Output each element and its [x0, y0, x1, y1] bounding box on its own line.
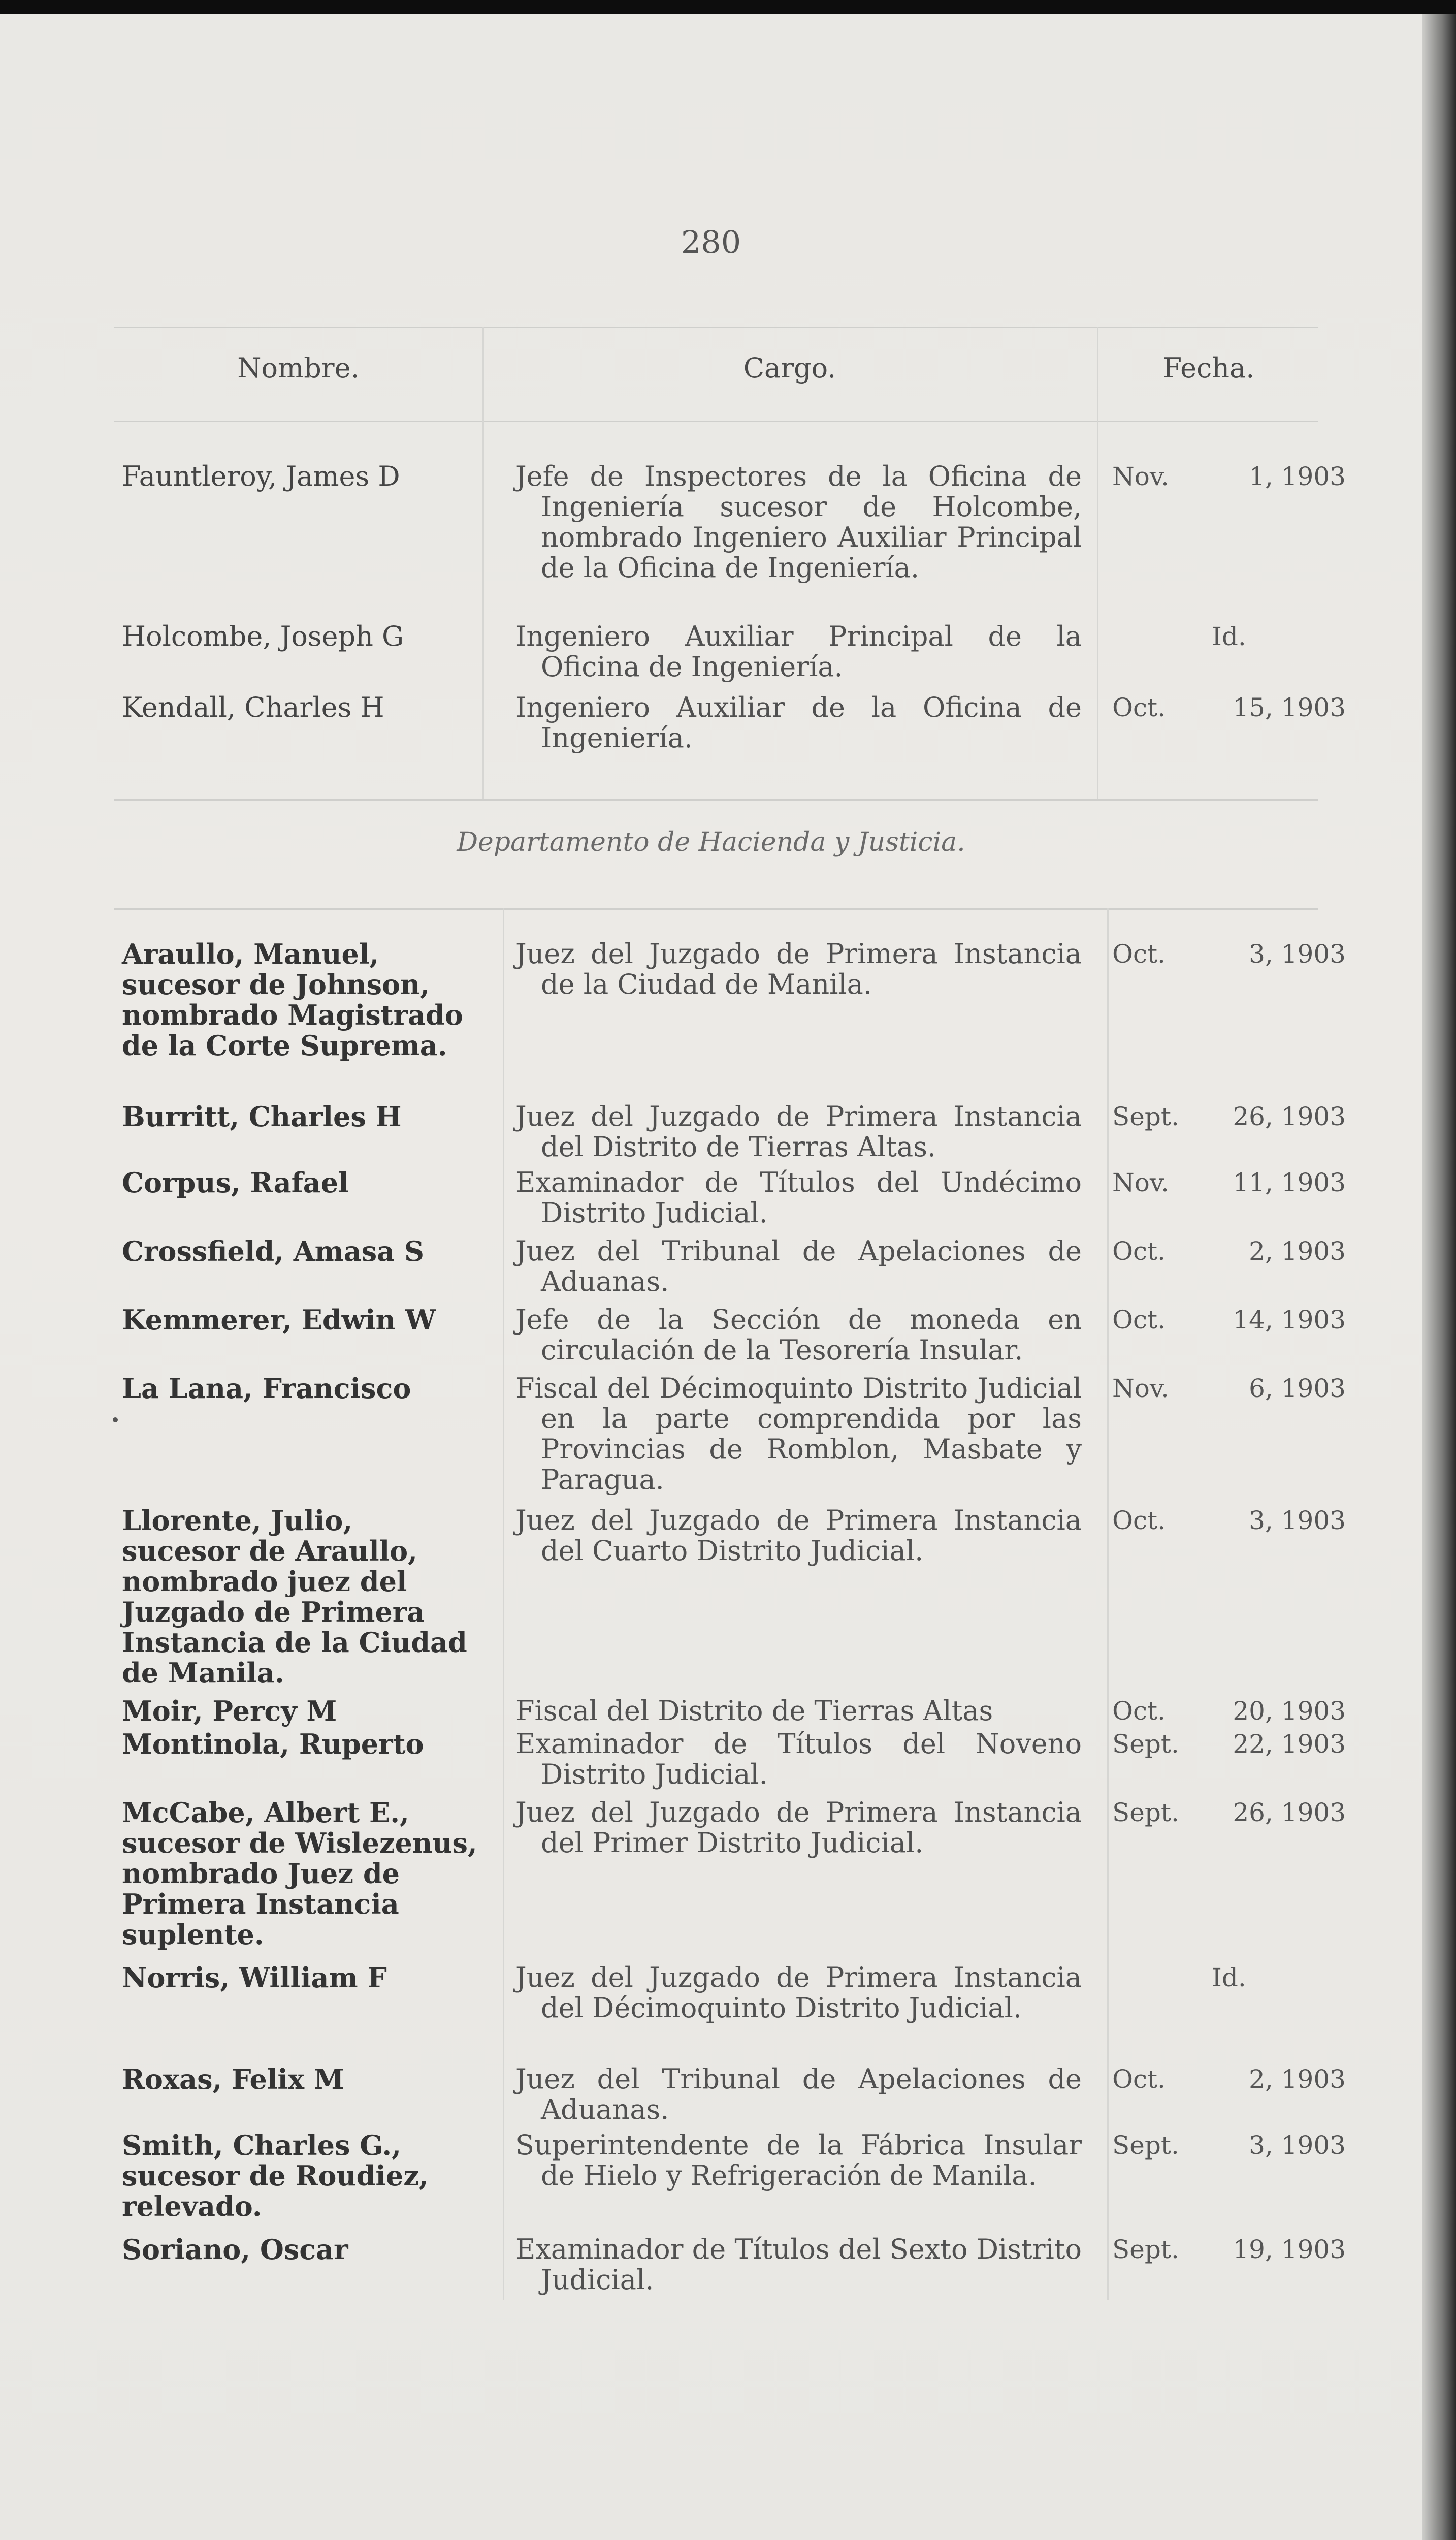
entry-cargo: Juez del Juzgado de Primera Instancia del Décimoquinto Distrito Judicial. [515, 1961, 1082, 2024]
entry-cargo: Fiscal del Distrito de Tierras Altas [515, 1695, 993, 1727]
entry-fecha [1112, 1305, 1346, 1335]
page-edge-shadow [1422, 14, 1456, 2540]
entry-name: Kemmerer, Edwin W [122, 1304, 436, 1336]
fecha-month: Oct. [1112, 1696, 1166, 1726]
entry-name: Corpus, Rafael [122, 1166, 349, 1199]
entry-cargo: Examinador de Títulos del Noveno Distrito Judicial. [515, 1728, 1082, 1790]
entry-cargo: Juez del Juzgado de Primera Instancia de la Ciudad de Manila. [515, 938, 1082, 1000]
document-page [0, 14, 1422, 2540]
entry-cargo: Juez del Tribunal de Apelaciones de Aduanas. [515, 2063, 1082, 2125]
fecha-month: Oct. [1112, 1236, 1166, 1266]
fecha-month: Oct. [1112, 2065, 1166, 2094]
entry-fecha [1112, 939, 1346, 969]
fecha-day: 26, 1903 [1233, 1798, 1346, 1827]
column-header-cargo: Cargo. [743, 352, 836, 384]
entry-fecha [1112, 1729, 1346, 1759]
entry-fecha [1112, 461, 1346, 492]
fecha-day: 19, 1903 [1233, 2235, 1346, 2264]
fecha-day: 3, 1903 [1249, 1506, 1346, 1535]
entry-fecha [1112, 2064, 1346, 2094]
fecha-day: 3, 1903 [1249, 939, 1346, 969]
entry-name: Soriano, Oscar [122, 2233, 348, 2266]
entry-fecha [1112, 2130, 1346, 2161]
fecha-day: 1, 1903 [1249, 462, 1346, 491]
fecha-month: Nov. [1112, 1374, 1170, 1403]
entry-name: La Lana, Francisco [122, 1372, 411, 1405]
fecha-day: Id. [1212, 1963, 1246, 1992]
entry-fecha [1112, 1373, 1346, 1404]
fecha-month: Sept. [1112, 1729, 1179, 1759]
fecha-day: 11, 1903 [1233, 1168, 1346, 1197]
entry-fecha [1112, 1696, 1346, 1726]
entry-name: Moir, Percy M [122, 1695, 337, 1727]
entry-cargo: Juez del Juzgado de Primera Instancia del Primer Distrito Judicial. [515, 1796, 1082, 1859]
fecha-month: Sept. [1112, 1798, 1179, 1827]
fecha-day: 6, 1903 [1249, 1374, 1346, 1403]
entry-fecha [1112, 1962, 1346, 1993]
fecha-month: Oct. [1112, 1506, 1166, 1535]
entry-fecha [1112, 2234, 1346, 2265]
header-top-rule [114, 327, 1318, 328]
entry-cargo: Ingeniero Auxiliar de la Oficina de Ingeniería. [515, 691, 1082, 754]
entry-name: Montinola, Ruperto [122, 1728, 424, 1760]
entry-cargo: Fiscal del Décimoquinto Distrito Judicial en la parte comprendida por las Provincias de Romblon, Masbate y Paragua. [515, 1372, 1082, 1496]
entry-cargo: Ingeniero Auxiliar Principal de la Oficina de Ingeniería. [515, 620, 1082, 683]
entry-name: McCabe, Albert E., sucesor de Wislezenus, nombrado Juez de Primera Instancia suplente. [122, 1796, 477, 1951]
section-top-rule [114, 799, 1318, 801]
column-divider [1097, 327, 1098, 799]
entry-name: Araullo, Manuel, sucesor de Johnson, nombrado Magistrado de la Corte Suprema. [122, 938, 463, 1062]
entry-name: Llorente, Julio, sucesor de Araullo, nombrado juez del Juzgado de Primera Instancia de la Ciudad de Manila. [122, 1504, 467, 1689]
entry-fecha [1112, 692, 1346, 723]
entry-name: Burritt, Charles H [122, 1100, 402, 1133]
page-number: 280 [681, 224, 741, 261]
column-divider [1107, 908, 1109, 2300]
section-title: Departamento de Hacienda y Justicia. [457, 827, 965, 858]
fecha-day: 3, 1903 [1249, 2131, 1346, 2160]
entry-fecha [1112, 1167, 1346, 1198]
entry-cargo: Examinador de Títulos del Sexto Distrito Judicial. [515, 2233, 1082, 2296]
fecha-day: Id. [1212, 622, 1246, 651]
entry-fecha [1112, 1236, 1346, 1266]
fecha-day: 22, 1903 [1233, 1729, 1346, 1759]
entry-name: Smith, Charles G., sucesor de Roudiez, relevado. [122, 2129, 429, 2222]
fecha-month: Nov. [1112, 462, 1170, 491]
column-header-nombre: Nombre. [237, 352, 360, 384]
fecha-month: Sept. [1112, 2235, 1179, 2264]
header-bottom-rule [114, 421, 1318, 422]
fecha-day: 26, 1903 [1233, 1102, 1346, 1131]
entry-name: Fauntleroy, James D [122, 460, 400, 492]
entry-name: Roxas, Felix M [122, 2063, 344, 2096]
entry-cargo: Jefe de Inspectores de la Oficina de Ingeniería sucesor de Holcombe, nombrado Ingeniero Auxiliar Principal de la Oficina de Ingeniería. [515, 460, 1082, 584]
fecha-month: Oct. [1112, 693, 1166, 722]
column-divider [503, 908, 504, 2300]
fecha-day: 15, 1903 [1233, 693, 1346, 722]
column-divider [482, 327, 484, 799]
fecha-day: 2, 1903 [1249, 2065, 1346, 2094]
entry-cargo: Superintendente de la Fábrica Insular de Hielo y Refrigeración de Manila. [515, 2129, 1082, 2192]
entry-fecha [1112, 1797, 1346, 1828]
entry-cargo: Juez del Tribunal de Apelaciones de Aduanas. [515, 1235, 1082, 1297]
margin-speck [113, 1417, 118, 1422]
fecha-month: Oct. [1112, 939, 1166, 969]
fecha-month: Sept. [1112, 2131, 1179, 2160]
entry-cargo: Examinador de Títulos del Undécimo Distrito Judicial. [515, 1166, 1082, 1229]
entry-cargo: Juez del Juzgado de Primera Instancia del Cuarto Distrito Judicial. [515, 1504, 1082, 1567]
entry-name: Holcombe, Joseph G [122, 620, 404, 652]
entry-fecha [1112, 1101, 1346, 1132]
entry-name: Kendall, Charles H [122, 691, 384, 723]
fecha-day: 14, 1903 [1233, 1305, 1346, 1335]
entry-name: Norris, William F [122, 1961, 387, 1994]
fecha-month: Nov. [1112, 1168, 1170, 1197]
entry-cargo: Juez del Juzgado de Primera Instancia del Distrito de Tierras Altas. [515, 1100, 1082, 1163]
fecha-day: 20, 1903 [1233, 1696, 1346, 1726]
entry-fecha [1112, 621, 1346, 652]
entry-name: Crossfield, Amasa S [122, 1235, 424, 1267]
entry-cargo: Jefe de la Sección de moneda en circulación de la Tesorería Insular. [515, 1304, 1082, 1366]
fecha-day: 2, 1903 [1249, 1236, 1346, 1266]
entry-fecha [1112, 1505, 1346, 1536]
fecha-month: Oct. [1112, 1305, 1166, 1335]
fecha-month: Sept. [1112, 1102, 1179, 1131]
section-bottom-rule [114, 908, 1318, 910]
column-header-fecha: Fecha. [1162, 352, 1255, 384]
